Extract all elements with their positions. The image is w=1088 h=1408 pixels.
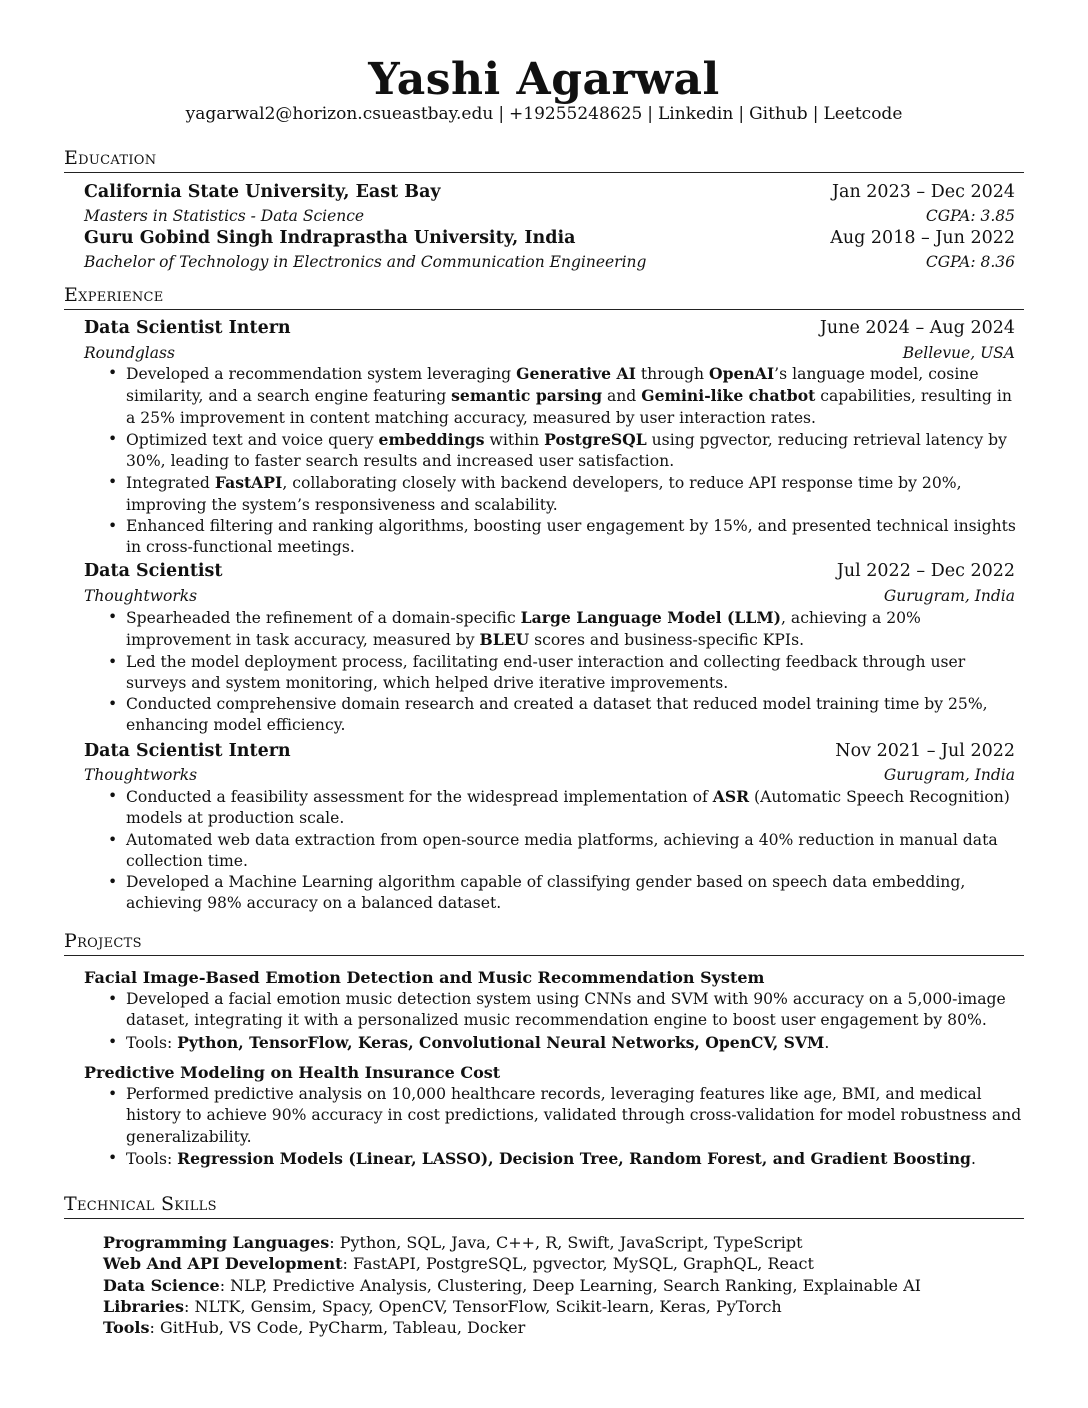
bold-text: Regression Models (Linear, LASSO), Decision Tree, Random Forest, and Gradient Boosting: [177, 1148, 971, 1168]
text: Conducted a feasibility assessment for the widespread implementation of: [126, 788, 713, 806]
bullet-item: [84, 830, 1024, 873]
bold-text: embeddings: [378, 429, 485, 449]
bold-text: Python, TensorFlow, Keras, Convolutional Neural Networks, OpenCV, SVM: [177, 1032, 825, 1052]
school-name: California State University, East Bay: [84, 182, 441, 202]
text: Integrated: [126, 474, 215, 493]
job-title-row: [84, 740, 1015, 762]
degree: Bachelor of Technology in Electronics and Communication Engineering: [84, 253, 647, 271]
text: (Automatic Speech Recognition) models at production scale.: [126, 788, 1010, 828]
bold-text: Large Language Model (LLM): [520, 608, 781, 627]
company-name: Thoughtworks: [84, 587, 198, 605]
degree: Masters in Statistics - Data Science: [84, 207, 365, 225]
text: .: [970, 1149, 976, 1168]
separator: |: [498, 104, 505, 124]
project-title: Predictive Modeling on Health Insurance Cost: [84, 1063, 501, 1082]
job-dates: Jul 2022 – Dec 2022: [836, 561, 1015, 581]
bullet-item: [84, 472, 1024, 516]
bold-text: Generative AI: [516, 364, 636, 383]
text: Spearheaded the refinement of a domain-specific: [126, 609, 521, 627]
education-detail-row: [84, 205, 1015, 227]
job-dates: Nov 2021 – Jul 2022: [835, 741, 1015, 761]
bullet-list: [84, 989, 1024, 1054]
separator: |: [738, 104, 745, 124]
job-dates: June 2024 – Aug 2024: [819, 318, 1015, 338]
school-name: Guru Gobind Singh Indraprastha University, India: [84, 228, 576, 248]
gpa: CGPA: 8.36: [925, 253, 1015, 271]
skill-value: Python, SQL, Java, C++, R, Swift, JavaScript, TypeScript: [339, 1233, 803, 1252]
bullet-item: [84, 363, 1024, 429]
bullet-item: [84, 786, 1024, 830]
bold-text: OpenAI: [709, 364, 775, 383]
bullet-item: [84, 694, 1024, 737]
skill-label: Data Science: [103, 1275, 220, 1295]
bullet-item: [84, 516, 1024, 559]
skills-list: [103, 1232, 921, 1338]
skill-row: Data Science: NLP, Predictive Analysis, Clustering, Deep Learning, Search Ranking, Explainable AI: [103, 1275, 921, 1295]
text: .: [824, 1033, 830, 1052]
text: Developed a Machine Learning algorithm capable of classifying gender based on speech data embedding, achieving 98% accuracy on a balanced dataset.: [126, 873, 966, 913]
text: Led the model deployment process, facilitating end-user interaction and collecting feedback through user surveys and system monitoring, which helped drive iterative improvements.: [126, 652, 966, 692]
text: through: [635, 365, 710, 383]
text: scores and business-specific KPIs.: [529, 631, 805, 650]
education-row: [84, 227, 1015, 249]
skill-value: FastAPI, PostgreSQL, pgvector, MySQL, GraphQL, React: [353, 1254, 814, 1274]
job-location: Gurugram, India: [883, 587, 1015, 605]
skill-label: Web And API Development: [103, 1254, 343, 1274]
bullet-item: [84, 1084, 1024, 1148]
text: Enhanced filtering and ranking algorithms, boosting user engagement by 15%, and presented technical insights in cross-functional meetings.: [126, 517, 1016, 557]
job-title: Data Scientist Intern: [84, 318, 291, 338]
github-link[interactable]: Github: [749, 104, 808, 124]
bullet-item: [84, 1032, 1024, 1054]
bullet-item: [84, 607, 1024, 652]
skill-value: NLP, Predictive Analysis, Clustering, Deep Learning, Search Ranking, Explainable AI: [230, 1275, 921, 1295]
bullet-list: [84, 363, 1024, 559]
skill-row: Programming Languages: Python, SQL, Java, C++, R, Swift, JavaScript, TypeScript: [103, 1233, 803, 1252]
job-company-row: [84, 585, 1015, 607]
bullet-list: [84, 607, 1024, 737]
skill-value: NLTK, Gensim, Spacy, OpenCV, TensorFlow, Scikit-learn, Keras, PyTorch: [194, 1296, 782, 1316]
company-name: Thoughtworks: [84, 766, 198, 784]
bullet-item: [84, 652, 1024, 695]
job-title-row: [84, 317, 1015, 339]
education-detail-row: [84, 251, 1015, 273]
bold-text: semantic parsing: [451, 386, 603, 406]
text: Tools:: [126, 1033, 178, 1052]
bold-text: PostgreSQL: [544, 429, 647, 449]
bold-text: BLEU: [479, 630, 530, 650]
text: , achieving a 20% improvement in task accuracy, measured by: [126, 609, 921, 650]
bullet-item: [84, 872, 1024, 915]
separator: |: [647, 104, 654, 124]
company-name: Roundglass: [84, 344, 175, 362]
bullet-item: [84, 429, 1024, 473]
text: Conducted comprehensive domain research and created a dataset that reduced model training time by 25%, enhancing model efficiency.: [126, 695, 988, 735]
bold-text: Gemini-like chatbot: [641, 386, 816, 406]
text: Automated web data extraction from open-source media platforms, achieving a 40% reduction in manual data collection time.: [126, 830, 998, 870]
job-location: Gurugram, India: [883, 766, 1015, 784]
bullet-item: [84, 1148, 1024, 1170]
bullet-list: [84, 1084, 1024, 1170]
skill-row: Libraries: NLTK, Gensim, Spacy, OpenCV, TensorFlow, Scikit-learn, Keras, PyTorch: [103, 1296, 782, 1316]
education-dates: Jan 2023 – Dec 2024: [832, 182, 1015, 202]
text: Performed predictive analysis on 10,000 healthcare records, leveraging features like age, BMI, and medical history to achieve 90% accuracy in cost predictions, validated through cross-validation for model robustness and generalizability.: [126, 1085, 1022, 1146]
text: using pgvector, reducing retrieval latency by 30%, leading to faster search results and increased user satisfaction.: [126, 430, 1007, 471]
text: within: [484, 430, 545, 449]
skill-row: Web And API Development: FastAPI, PostgreSQL, pgvector, MySQL, GraphQL, React: [103, 1254, 814, 1274]
section-heading-technical-skills: Technical Skills: [64, 1192, 1024, 1219]
bold-text: FastAPI: [214, 473, 283, 493]
email-link[interactable]: yagarwal2@horizon.csueastbay.edu: [185, 104, 494, 124]
text: Tools:: [126, 1149, 178, 1168]
job-title-row: [84, 560, 1015, 582]
bold-text: ASR: [712, 787, 750, 806]
skill-value: GitHub, VS Code, PyCharm, Tableau, Docker: [159, 1318, 526, 1338]
project-title: Facial Image-Based Emotion Detection and Music Recommendation System: [84, 968, 765, 987]
job-title: Data Scientist: [84, 561, 223, 581]
phone-number[interactable]: +19255248625: [509, 104, 643, 124]
job-location: Bellevue, USA: [902, 344, 1015, 362]
gpa: CGPA: 3.85: [925, 207, 1015, 225]
candidate-name: Yashi Agarwal: [368, 54, 720, 105]
separator: |: [812, 104, 819, 124]
education-row: [84, 181, 1015, 203]
skill-label: Tools: [103, 1318, 150, 1338]
job-company-row: [84, 342, 1015, 364]
text: Developed a recommendation system leveraging: [126, 365, 517, 383]
contact-line: [0, 102, 1088, 126]
text: Developed a facial emotion music detection system using CNNs and SVM with 90% accuracy on a 5,000-image dataset, integrating it with a personalized music recommendation engine to boost user engagement by 80%.: [126, 990, 1006, 1030]
section-heading-education: Education: [64, 146, 1024, 173]
job-company-row: [84, 764, 1015, 786]
section-heading-experience: Experience: [64, 283, 1024, 310]
bullet-item: [84, 989, 1024, 1032]
text: ’s language model, cosine similarity, and a search engine featuring: [126, 365, 979, 406]
skill-label: Libraries: [103, 1296, 185, 1316]
bullet-list: [84, 786, 1024, 915]
linkedin-link[interactable]: Linkedin: [658, 104, 734, 124]
text: Optimized text and voice query: [126, 430, 379, 449]
skill-label: Programming Languages: [103, 1233, 330, 1252]
text: and: [602, 387, 642, 406]
text: , collaborating closely with backend developers, to reduce API response time by 20%, improving the system’s responsiveness and scalability.: [126, 474, 962, 514]
leetcode-link[interactable]: Leetcode: [823, 104, 903, 124]
skill-row: Tools: GitHub, VS Code, PyCharm, Tableau, Docker: [103, 1318, 526, 1338]
section-heading-projects: Projects: [64, 929, 1024, 956]
text: capabilities, resulting in a 25% improvement in content matching accuracy, measured by user interaction rates.: [126, 387, 1012, 427]
education-dates: Aug 2018 – Jun 2022: [830, 228, 1015, 248]
job-title: Data Scientist Intern: [84, 741, 291, 761]
